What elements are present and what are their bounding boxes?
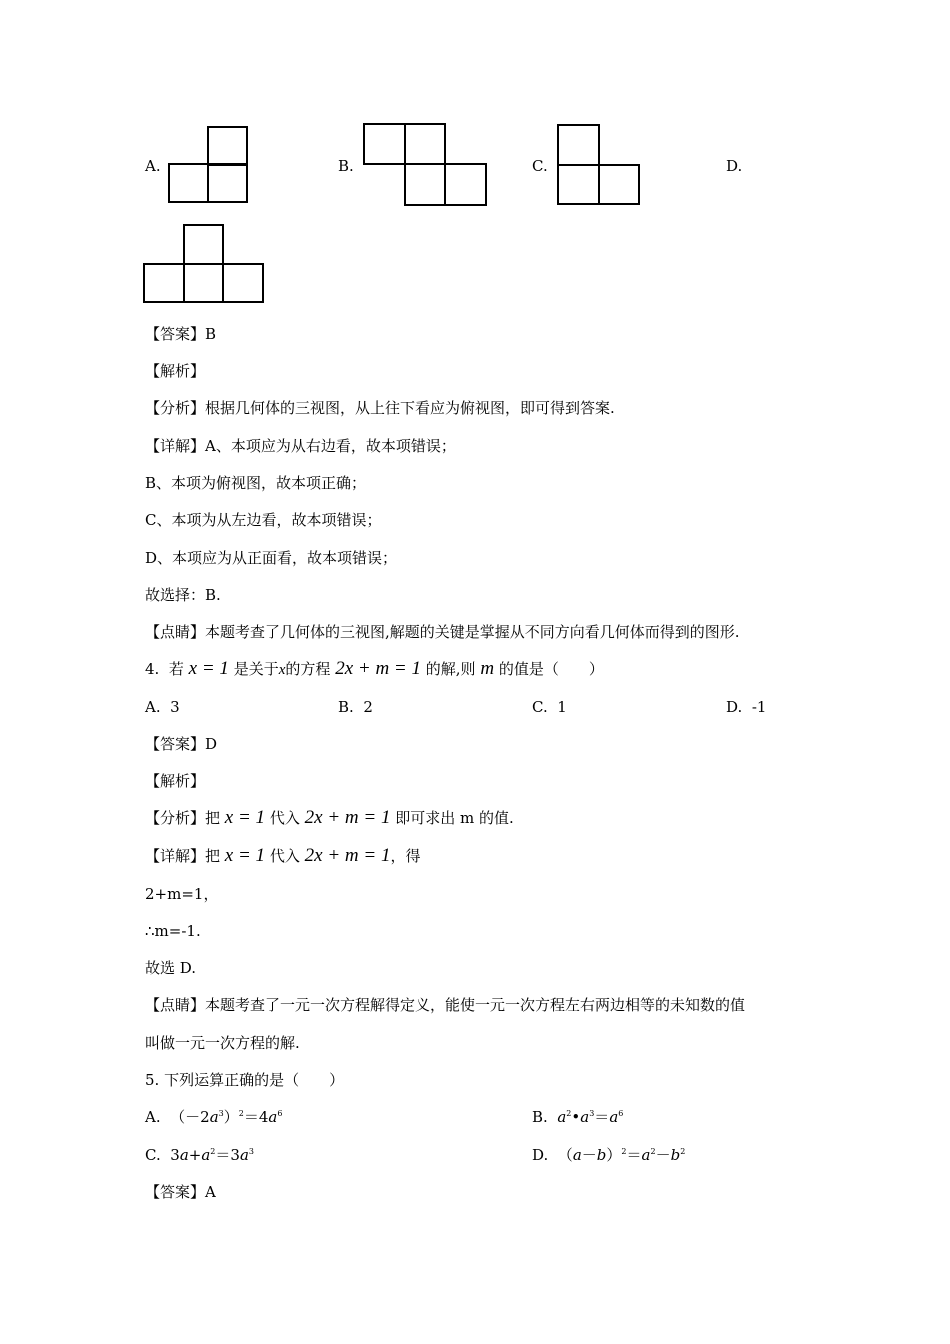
option-c-label: C. xyxy=(532,157,548,175)
q5-option-b: B. $a^2•a^3=a^6$ xyxy=(532,1108,624,1126)
q3-fenxi: 【分析】根据几何体的三视图，从上往下看应为俯视图，即可得到答案. xyxy=(145,399,615,417)
q4-stem xyxy=(145,659,604,680)
q4-option-a: A. 3 xyxy=(145,698,180,716)
q4-fenxi: 【分析】把 x = 1 代入 2x + m = 1 即可求出 m 的值. xyxy=(145,807,514,828)
q4-end: 的值是（ ） xyxy=(498,660,604,678)
q5-answer: 【答案】A xyxy=(145,1183,216,1201)
q4-mid1: 是关于 xyxy=(233,660,279,678)
q4-eq2: 2x + m = 1 xyxy=(335,658,421,679)
option-c-figure xyxy=(557,124,641,206)
q4-step2: ∴m=-1. xyxy=(145,922,201,940)
q4-pre: 若 xyxy=(168,660,184,678)
q4-step1: 2+m=1， xyxy=(145,885,219,903)
q4-answer: 【答案】D xyxy=(145,735,218,753)
option-b-figure xyxy=(363,123,488,207)
q4-option-b: B. 2 xyxy=(338,698,373,716)
option-a-figure xyxy=(168,126,250,204)
option-d-figure xyxy=(143,224,265,304)
q4-xiangjie: 【详解】把 x = 1 代入 2x + m = 1，得 xyxy=(145,845,421,866)
q4-dianjing-1: 【点睛】本题考查了一元一次方程解得定义，能使一元一次方程左右两边相等的未知数的值 xyxy=(145,996,746,1014)
q5-option-c: C. $3a+a^2=3a^3$ xyxy=(145,1146,254,1164)
q4-mid3: 的解,则 xyxy=(425,660,476,678)
q4-eq1: x = 1 xyxy=(188,658,229,679)
q3-answer: 【答案】B xyxy=(145,325,217,343)
option-d-label: D. xyxy=(726,157,743,175)
q3-line-c: C、本项为从左边看，故本项错误； xyxy=(145,511,382,529)
q5-stem: 5. 下列运算正确的是（ ） xyxy=(145,1071,345,1089)
q3-choose: 故选择：B. xyxy=(145,586,221,604)
q3-xiangjie: 【详解】A、本项应为从右边看，故本项错误； xyxy=(145,437,456,455)
q3-dianjing: 【点睛】本题考查了几何体的三视图,解题的关键是掌握从不同方向看几何体而得到的图形. xyxy=(145,623,740,641)
q4-analysis-title: 【解析】 xyxy=(145,772,206,790)
q4-option-c: C. 1 xyxy=(532,698,567,716)
q5-option-d: D. $(a-b)^2=a^2-b^2$ xyxy=(532,1146,686,1164)
q3-analysis-title: 【解析】 xyxy=(145,362,206,380)
q5-option-a: A. $(-2a^3)^2=4a^6$ xyxy=(145,1108,283,1126)
q4-var-m: m xyxy=(480,658,495,679)
q4-var-x: x xyxy=(278,662,286,678)
option-b-label: B. xyxy=(338,157,354,175)
q3-line-d: D、本项应为从正面看，故本项错误； xyxy=(145,549,398,567)
q4-mid2: 的方程 xyxy=(285,660,331,678)
option-a-label: A. xyxy=(145,157,161,175)
q4-number: 4. xyxy=(145,660,160,678)
q4-dianjing-2: 叫做一元一次方程的解. xyxy=(145,1034,300,1052)
q4-option-d: D. -1 xyxy=(726,698,767,716)
q3-line-b: B、本项为俯视图，故本项正确； xyxy=(145,474,367,492)
q4-choose: 故选 D. xyxy=(145,959,197,977)
